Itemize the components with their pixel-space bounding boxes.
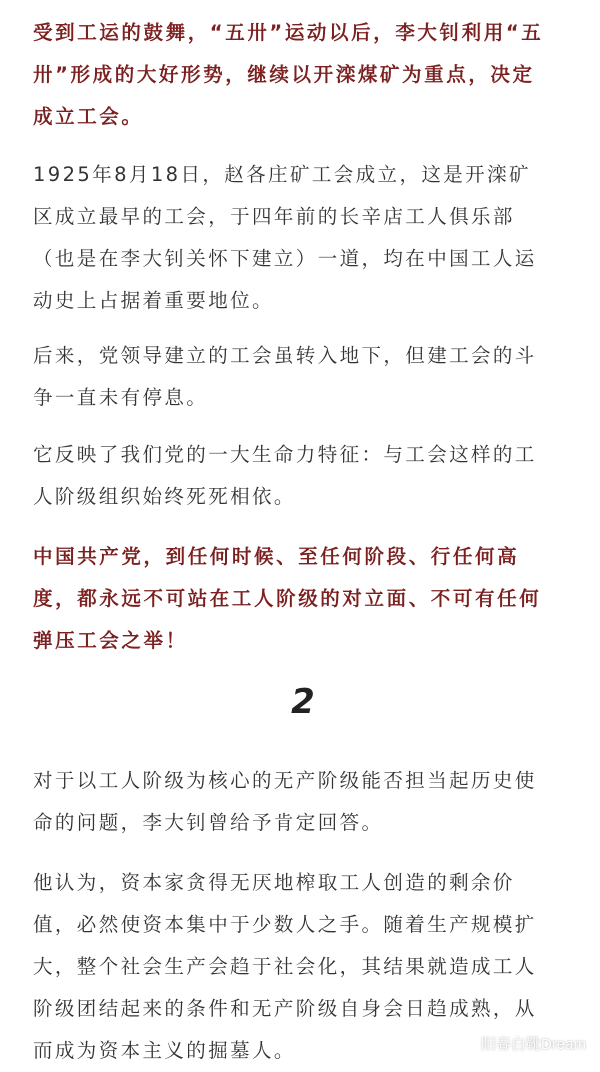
paragraph <box>33 434 573 518</box>
text-line: 区成立最早的工会，于四年前的长辛店工人俱乐部 <box>33 205 515 228</box>
text-line: 1925年8月18日，赵各庄矿工会成立，这是开滦矿 <box>33 163 531 186</box>
text-line: 命的问题，李大钊曾给予肯定回答。 <box>33 811 384 834</box>
text-line: 度，都永远不可站在工人阶级的对立面、不可有任何 <box>33 587 542 610</box>
text-line: 阶级团结起来的条件和无产阶级自身会日趋成熟，从 <box>33 997 537 1020</box>
text-line: （也是在李大钊关怀下建立）一道，均在中国工人运 <box>33 247 537 270</box>
text-line: 对于以工人阶级为核心的无产阶级能否担当起历史使 <box>33 769 537 792</box>
text-line: 他认为，资本家贪得无厌地榨取工人创造的剩余价 <box>33 871 515 894</box>
paragraph <box>33 760 573 844</box>
paragraph-emphasis <box>33 12 573 138</box>
wechat-icon <box>456 1032 476 1054</box>
text-line: 值，必然使资本集中于少数人之手。随着生产规模扩 <box>33 913 537 936</box>
section-number: 2 <box>291 682 315 722</box>
text-line: 成立工会。 <box>33 105 144 128</box>
text-line: 受到工运的鼓舞，“五卅”运动以后，李大钊利用“五 <box>33 21 544 44</box>
text-line: 人阶级组织始终死死相依。 <box>33 485 296 508</box>
text-line: 争一直未有停息。 <box>33 386 209 409</box>
text-line: 中国共产党，到任何时候、至任何阶段、行任何高 <box>33 545 520 568</box>
text-line: 动史上占据着重要地位。 <box>33 289 274 312</box>
text-line: 它反映了我们党的一大生命力特征：与工会这样的工 <box>33 443 537 466</box>
text-line: 大，整个社会生产会趋于社会化，其结果就造成工人 <box>33 955 537 978</box>
text-line: 而成为资本主义的掘墓人。 <box>33 1039 296 1062</box>
paragraph <box>33 335 573 419</box>
watermark <box>456 1032 586 1054</box>
paragraph <box>33 154 573 322</box>
watermark-text: 阳春白靴Dream <box>480 1035 586 1053</box>
paragraph-emphasis <box>33 536 573 662</box>
text-line: 后来，党领导建立的工会虽转入地下，但建工会的斗 <box>33 344 537 367</box>
text-line: 弹压工会之举！ <box>33 629 188 652</box>
text-line: 卅”形成的大好形势，继续以开滦煤矿为重点，决定 <box>33 63 535 86</box>
